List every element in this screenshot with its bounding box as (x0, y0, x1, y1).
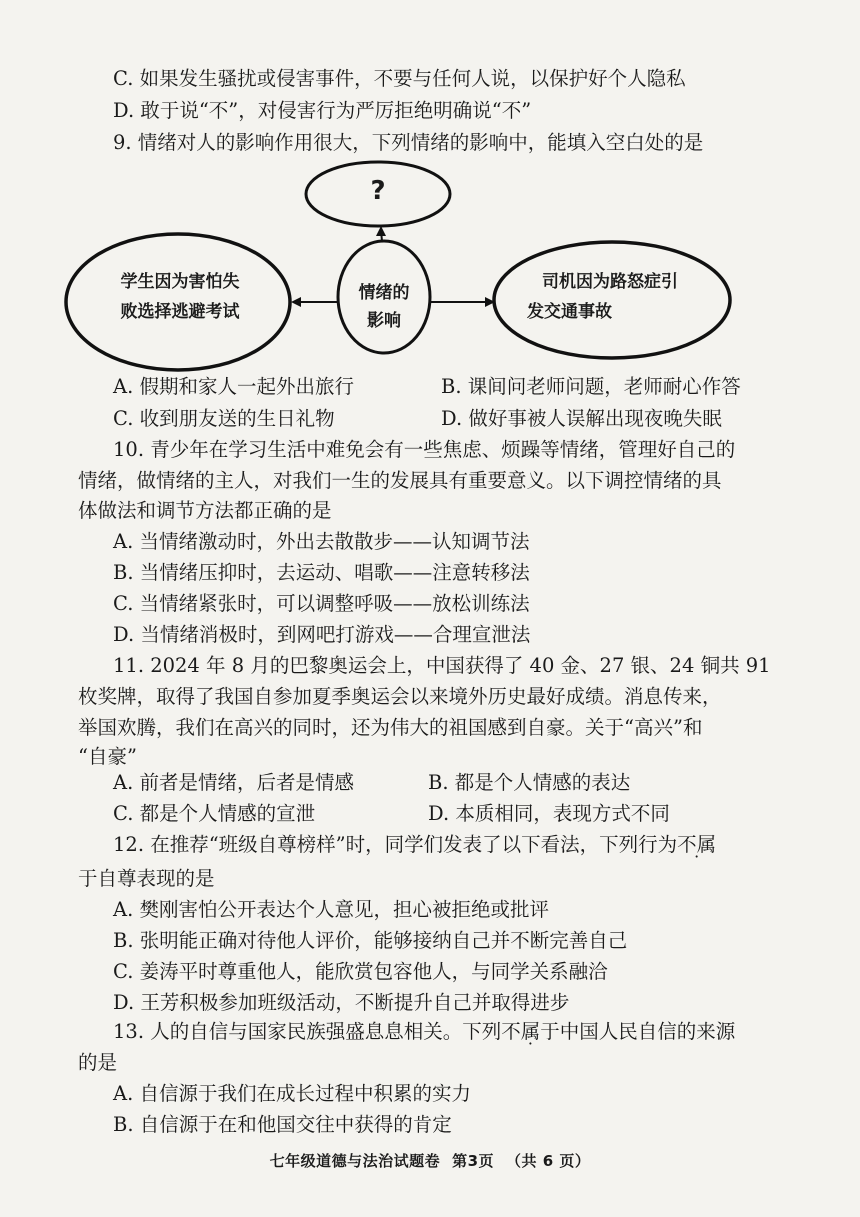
q13-option-b: B. 自信源于在和他国交往中获得的肯定 (113, 1113, 452, 1136)
q13-stem-text-c: 中国人民自信的来源 (559, 1020, 736, 1043)
center-label-line1: 情绪的 (358, 283, 410, 303)
q10-option-d: D. 当情绪消极时，到网吧打游戏——合理宣泄法 (113, 623, 531, 646)
q10-option-a: A. 当情绪激动时，外出去散散步——认知调节法 (113, 530, 530, 553)
q10-option-b: B. 当情绪压抑时，去运动、唱歌——注意转移法 (113, 561, 530, 584)
q13-emphasis: 不属于 (501, 1020, 560, 1043)
q13-stem-text-a: 13. 人的自信与国家民族强盛息息相关。下列 (113, 1020, 502, 1043)
q9-option-c: C. 收到朋友送的生日礼物 (113, 407, 335, 430)
q12-emphasis: 不属 (677, 833, 717, 856)
left-example-line2: 败选择逃避考试 (120, 302, 240, 322)
q13-stem-line2: 的是 (78, 1051, 118, 1074)
q12-stem-text: 12. 在推荐“班级自尊榜样”时，同学们发表了以下看法，下列行为 (113, 833, 678, 856)
q11-stem-line2: 枚奖牌，取得了我国自参加夏季奥运会以来境外历史最好成绩。消息传来， (78, 685, 722, 708)
q10-stem-line1: 10. 青少年在学习生活中难免会有一些焦虑、烦躁等情绪，管理好自己的 (113, 438, 736, 461)
q12-option-d: D. 王芳积极参加班级活动，不断提升自己并取得进步 (113, 991, 570, 1014)
q13-option-a: A. 自信源于我们在成长过程中积累的实力 (113, 1082, 471, 1105)
q9-option-d: D. 做好事被人误解出现夜晚失眠 (441, 407, 722, 430)
page-footer (0, 1150, 860, 1171)
q12-option-b: B. 张明能正确对待他人评价，能够接纳自己并不断完善自己 (113, 929, 628, 952)
right-example-line2: 发交通事故 (527, 302, 612, 322)
q8-option-d: D. 敢于说“不”，对侵害行为严厉拒绝明确说“不” (113, 99, 532, 122)
q9-option-a: A. 假期和家人一起外出旅行 (113, 375, 354, 398)
right-example-line1: 司机因为路怒症引 (542, 272, 678, 292)
footer-page-number: 第3页 (452, 1152, 495, 1170)
q9-option-b: B. 课间问老师问题，老师耐心作答 (441, 375, 741, 398)
q11-option-a: A. 前者是情绪，后者是情感 (113, 771, 354, 794)
center-label-line2: 影响 (367, 311, 401, 331)
footer-title: 七年级道德与法治试题卷 (269, 1152, 441, 1170)
q11-stem-line3: 举国欢腾，我们在高兴的同时，还为伟大的祖国感到自豪。关于“高兴”和 (78, 716, 703, 739)
q12-option-a: A. 樊刚害怕公开表达个人意见，担心被拒绝或批评 (113, 898, 549, 921)
q11-option-b: B. 都是个人情感的表达 (428, 771, 631, 794)
q10-stem-line3: 体做法和调节方法都正确的是 (78, 499, 332, 522)
diagram-shapes (60, 152, 780, 377)
q9-stem: 9. 情绪对人的影响作用很大，下列情绪的影响中，能填入空白处的是 (113, 131, 704, 154)
q12-option-c: C. 姜涛平时尊重他人，能欣赏包容他人，与同学关系融洽 (113, 960, 608, 983)
arrow-left-head (291, 297, 301, 307)
arrow-up-head (376, 226, 386, 236)
q10-stem-line2: 情绪，做情绪的主人，对我们一生的发展具有重要意义。以下调控情绪的具 (78, 469, 722, 492)
q11-stem-line1: 11. 2024 年 8 月的巴黎奥运会上，中国获得了 40 金、27 银、24 铜共 91 (113, 654, 771, 677)
emotion-influence-diagram (60, 152, 780, 377)
unknown-emotion-mark: ? (370, 176, 386, 206)
footer-total-pages: （共 6 页） (506, 1152, 591, 1170)
q12-stem-line2: 于自尊表现的是 (78, 867, 215, 890)
q12-stem-line1 (113, 832, 716, 858)
q8-option-c: C. 如果发生骚扰或侵害事件，不要与任何人说，以保护好个人隐私 (113, 67, 686, 90)
q13-stem-line1 (113, 1019, 735, 1045)
q11-option-d: D. 本质相同，表现方式不同 (428, 802, 670, 825)
q11-option-c: C. 都是个人情感的宣泄 (113, 802, 316, 825)
q10-option-c: C. 当情绪紧张时，可以调整呼吸——放松训练法 (113, 592, 530, 615)
q11-stem-line4: “自豪” (78, 745, 137, 768)
left-example-line1: 学生因为害怕失 (120, 272, 240, 292)
